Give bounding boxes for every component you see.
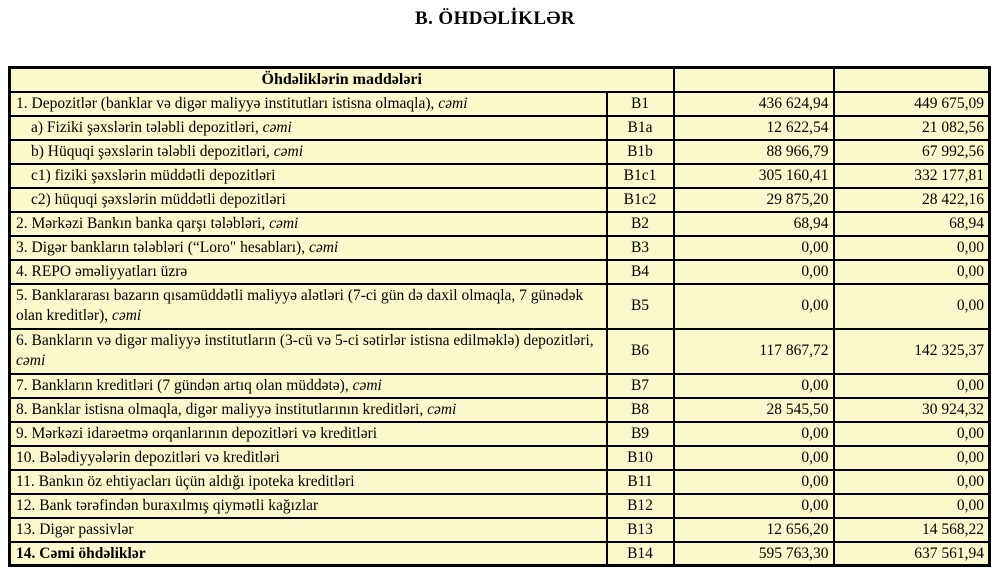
row-code: B1c2: [607, 188, 674, 212]
row-value-1: 12 622,54: [674, 116, 834, 140]
row-code: B1: [607, 92, 674, 116]
row-code: B7: [607, 374, 674, 398]
table-row-b1: [10, 92, 990, 116]
row-code: B14: [607, 542, 674, 566]
row-label: 9. Mərkəzi idarəetmə orqanlarının depozitləri və kreditləri: [10, 422, 607, 446]
table-row-b5: [10, 284, 990, 329]
row-code: B13: [607, 518, 674, 542]
table-row-b1c1: [10, 164, 990, 188]
row-label: 4. REPO əməliyyatları üzrə: [10, 260, 607, 284]
row-value-2: 0,00: [834, 260, 990, 284]
row-label: a) Fiziki şəxslərin tələbli depozitləri, cəmi: [10, 116, 607, 140]
row-value-2: 637 561,94: [834, 542, 990, 566]
row-value-1: 0,00: [674, 236, 834, 260]
row-label: 3. Digər bankların tələbləri (“Loro" hesabları), cəmi: [10, 236, 607, 260]
row-label: 7. Bankların kreditləri (7 gündən artıq olan müddətə), cəmi: [10, 374, 607, 398]
row-value-1: 0,00: [674, 422, 834, 446]
table-row-b12: [10, 494, 990, 518]
row-value-2: 0,00: [834, 236, 990, 260]
row-value-1: 595 763,30: [674, 542, 834, 566]
row-code: B12: [607, 494, 674, 518]
row-code: B4: [607, 260, 674, 284]
table-row-b1c2: [10, 188, 990, 212]
page-title: B. ÖHDƏLİKLƏR: [415, 8, 575, 29]
row-value-1: 68,94: [674, 212, 834, 236]
row-value-1: 117 867,72: [674, 329, 834, 374]
row-value-2: 30 924,32: [834, 398, 990, 422]
row-value-2: 332 177,81: [834, 164, 990, 188]
row-label: 6. Bankların və digər maliyyə institutların (3-cü və 5-ci sətirlər istisna edilməklə) depozitləri, cəmi: [10, 329, 607, 374]
row-value-1: 0,00: [674, 374, 834, 398]
row-label: 8. Banklar istisna olmaqla, digər maliyyə institutlarının kreditləri, cəmi: [10, 398, 607, 422]
row-label: 11. Bankın öz ehtiyacları üçün aldığı ipoteka kreditləri: [10, 470, 607, 494]
row-label: 14. Cəmi öhdəliklər: [10, 542, 607, 566]
row-code: B5: [607, 284, 674, 329]
table-row-b1a: [10, 116, 990, 140]
row-value-2: 0,00: [834, 422, 990, 446]
table-row-b13: [10, 518, 990, 542]
row-value-2: 67 992,56: [834, 140, 990, 164]
row-label: c2) hüquqi şəxslərin müddətli depozitləri: [10, 188, 607, 212]
row-code: B2: [607, 212, 674, 236]
table-row-b14-total: [10, 542, 990, 566]
row-code: B3: [607, 236, 674, 260]
row-label: c1) fiziki şəxslərin müddətli depozitləri: [10, 164, 607, 188]
table-row-b3: [10, 236, 990, 260]
row-value-1: 436 624,94: [674, 92, 834, 116]
header-value1-cell: [674, 68, 834, 92]
row-label: 2. Mərkəzi Bankın banka qarşı tələbləri, cəmi: [10, 212, 607, 236]
table-row-b1b: [10, 140, 990, 164]
row-code: B11: [607, 470, 674, 494]
table-row-b10: [10, 446, 990, 470]
row-code: B1a: [607, 116, 674, 140]
row-label: 13. Digər passivlər: [10, 518, 607, 542]
row-value-2: 0,00: [834, 470, 990, 494]
row-code: B1c1: [607, 164, 674, 188]
row-value-2: 0,00: [834, 284, 990, 329]
table-row-b11: [10, 470, 990, 494]
row-value-1: 0,00: [674, 260, 834, 284]
table-row-b2: [10, 212, 990, 236]
table-row-b8: [10, 398, 990, 422]
row-label: 1. Depozitlər (banklar və digər maliyyə institutları istisna olmaqla), cəmi: [10, 92, 607, 116]
row-value-2: 14 568,22: [834, 518, 990, 542]
table-row-b7: [10, 374, 990, 398]
row-value-2: 0,00: [834, 446, 990, 470]
row-value-2: 21 082,56: [834, 116, 990, 140]
row-value-1: 88 966,79: [674, 140, 834, 164]
row-value-2: 142 325,37: [834, 329, 990, 374]
row-code: B9: [607, 422, 674, 446]
row-value-2: 449 675,09: [834, 92, 990, 116]
row-value-1: 0,00: [674, 470, 834, 494]
row-code: B1b: [607, 140, 674, 164]
row-label: 5. Banklararası bazarın qısamüddətli maliyyə alətləri (7-ci gün də daxil olmaqla, 7 günədək olan kreditlər), cəmi: [10, 284, 607, 329]
row-label: b) Hüquqi şəxslərin tələbli depozitləri, cəmi: [10, 140, 607, 164]
row-value-1: 12 656,20: [674, 518, 834, 542]
row-label: 12. Bank tərəfindən buraxılmış qiymətli kağızlar: [10, 494, 607, 518]
row-value-2: 0,00: [834, 374, 990, 398]
row-code: B6: [607, 329, 674, 374]
row-code: B8: [607, 398, 674, 422]
row-value-2: 68,94: [834, 212, 990, 236]
row-value-1: 29 875,20: [674, 188, 834, 212]
header-items-label: Öhdəliklərin maddələri: [10, 68, 674, 92]
table-row-b4: [10, 260, 990, 284]
row-value-2: 0,00: [834, 494, 990, 518]
row-value-1: 28 545,50: [674, 398, 834, 422]
header-value2-cell: [834, 68, 990, 92]
row-code: B10: [607, 446, 674, 470]
table-row-b6: [10, 329, 990, 374]
row-value-1: 0,00: [674, 494, 834, 518]
table-row-b9: [10, 422, 990, 446]
table-header-row: [10, 68, 990, 92]
row-value-2: 28 422,16: [834, 188, 990, 212]
liabilities-table: [8, 66, 991, 567]
row-value-1: 0,00: [674, 446, 834, 470]
row-value-1: 305 160,41: [674, 164, 834, 188]
row-value-1: 0,00: [674, 284, 834, 329]
row-label: 10. Bələdiyyələrin depozitləri və kreditləri: [10, 446, 607, 470]
